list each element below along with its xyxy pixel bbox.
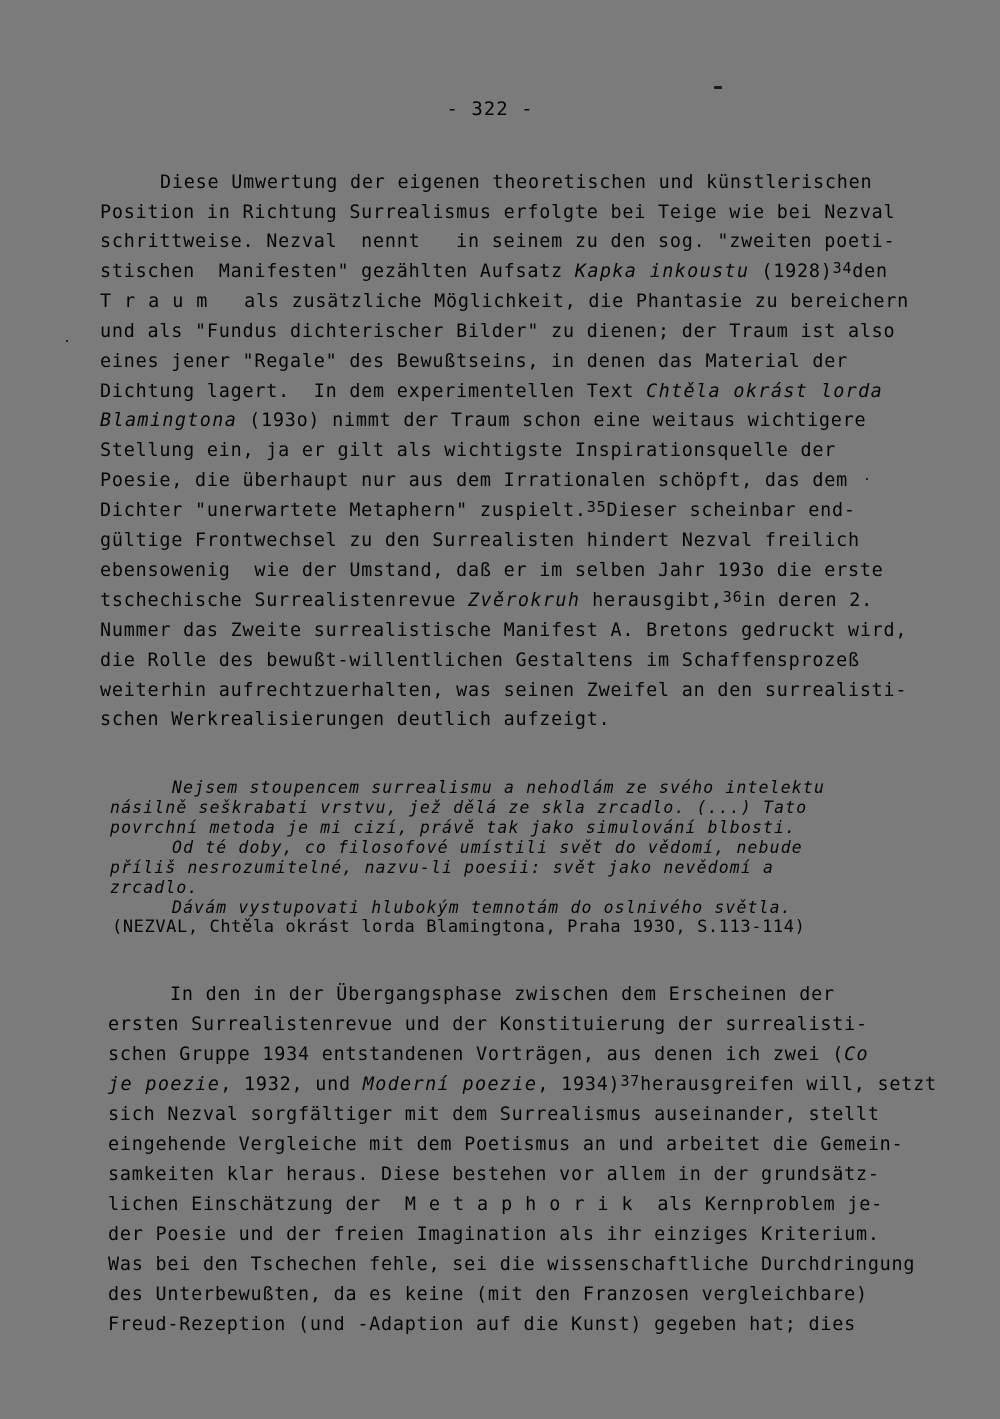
text-line: weiterhin aufrechtzuerhalten, was seinen Zweifel an den surrealisti- xyxy=(100,680,908,701)
text-line: samkeiten klar heraus. Diese bestehen vor allem in der grundsätz- xyxy=(108,1164,880,1185)
emphasized-word: Metaphorik xyxy=(404,1194,646,1215)
scan-speck xyxy=(66,340,68,342)
footnote-ref[interactable]: 34 xyxy=(832,259,853,277)
quote-line: Nejsem stoupencem surrealismu a nehodlám ze svého intelektu xyxy=(172,778,826,797)
text-line xyxy=(100,498,856,524)
text-span: Dichter "unerwartete Metaphern" zuspielt. xyxy=(100,500,587,521)
text-span: (193o) nimmt der Traum schon eine weitaus wichtigere xyxy=(237,410,867,431)
text-line: gültige Frontwechsel zu den Surrealisten hindert Nezval freilich xyxy=(100,530,860,551)
text-line xyxy=(100,588,873,614)
text-line: schen Werkrealisierungen deutlich aufzeigt. xyxy=(100,709,611,730)
text-line xyxy=(100,289,909,315)
work-title: je poezie xyxy=(108,1074,221,1095)
text-line: des Unterbewußten, da es keine (mit den Franzosen vergleichbare) xyxy=(108,1284,868,1305)
text-line: eines jener "Regale" des Bewußtseins, in denen das Material der xyxy=(100,351,848,372)
quote-line: Dávám vystupovati hlubokým temnotám do oslnivého světla. xyxy=(172,898,792,917)
text-line: In den in der Übergangsphase zwischen dem Erscheinen der xyxy=(170,984,835,1005)
footnote-ref[interactable]: 35 xyxy=(586,498,607,516)
text-span: den xyxy=(852,261,888,282)
text-line: Poesie, die überhaupt nur aus dem Irrationalen schöpft, das dem xyxy=(100,470,848,491)
text-line: sich Nezval sorgfältiger mit dem Surrealismus auseinander, stellt xyxy=(108,1104,880,1125)
text-span: in deren 2. xyxy=(742,590,874,611)
text-line: die Rolle des bewußt-willentlichen Gestaltens im Schaffensprozeß xyxy=(100,650,860,671)
work-title: Chtěla okrást lorda xyxy=(646,381,884,402)
text-line: eingehende Vergleiche mit dem Poetismus an und arbeitet die Gemein- xyxy=(108,1134,904,1155)
text-span: schen Gruppe 1934 entstandenen Vorträgen, aus denen ich zwei ( xyxy=(108,1044,845,1065)
quote-line: zrcadlo. xyxy=(110,878,199,897)
quote-line: příliš nesrozumitelné, nazvu-li poesii: svět jako nevědomí a xyxy=(110,858,775,877)
text-line: Nummer das Zweite surrealistische Manifest A. Bretons gedruckt wird, xyxy=(100,620,908,641)
text-line xyxy=(100,259,888,285)
text-line xyxy=(108,1192,883,1218)
text-span: tschechische Surrealistenrevue xyxy=(100,590,469,611)
text-span: herausgibt, xyxy=(580,590,723,611)
text-span: stischen Manifesten" gezählten Aufsatz xyxy=(100,261,575,282)
text-span: , 1934) xyxy=(537,1074,621,1095)
text-line: und als "Fundus dichterischer Bilder" zu dienen; der Traum ist also xyxy=(100,321,896,342)
work-title: Kapka inkoustu xyxy=(574,261,750,282)
text-line: der Poesie und der freien Imagination als ihr einziges Kriterium. xyxy=(108,1224,880,1245)
work-title: Moderní poezie xyxy=(362,1074,538,1095)
scan-mark xyxy=(714,86,722,89)
text-line: Freud-Rezeption (und -Adaption auf die Kunst) gegeben hat; dies xyxy=(108,1314,856,1335)
text-span: als Kernproblem je- xyxy=(645,1194,883,1215)
text-line: schrittweise. Nezval nennt in seinem zu den sog. "zweiten poeti- xyxy=(100,231,896,252)
text-line: ersten Surrealistenrevue und der Konstituierung der surrealisti- xyxy=(108,1014,868,1035)
text-line xyxy=(100,408,866,434)
work-title: Co xyxy=(844,1044,870,1065)
quote-line: povrchní metoda je mi cizí, právě tak jako simulování blbosti. xyxy=(110,818,797,837)
text-span: (1928) xyxy=(749,261,833,282)
text-line xyxy=(108,1042,869,1068)
work-title: Blamingtona xyxy=(100,410,238,431)
text-span: lichen Einschätzung der xyxy=(108,1194,405,1215)
text-span: herausgreifen will, setzt xyxy=(640,1074,937,1095)
text-line: Stellung ein, ja er gilt als wichtigste Inspirationsquelle der xyxy=(100,440,837,461)
text-line: Diese Umwertung der eigenen theoretischen und künstlerischen xyxy=(160,172,873,193)
text-line: ebensowenig wie der Umstand, daß er im selben Jahr 193o die erste xyxy=(100,560,884,581)
text-line xyxy=(100,379,883,405)
text-span: , 1932, und xyxy=(220,1074,363,1095)
emphasized-word: Traum xyxy=(100,291,221,312)
quote-line: Od té doby, co filosofové umístili svět do vědomí, nebude xyxy=(172,838,803,857)
text-span: Dichtung lagert. In dem experimentellen Text xyxy=(100,381,647,402)
scan-speck xyxy=(866,478,868,480)
text-span: Dieser scheinbar end- xyxy=(606,500,856,521)
text-line: Was bei den Tschechen fehle, sei die wissenschaftliche Durchdringung xyxy=(108,1254,916,1275)
text-line xyxy=(108,1072,937,1098)
footnote-ref[interactable]: 36 xyxy=(722,588,743,606)
quote-line: násilně seškrabati vrstvu, jež dělá ze skla zrcadlo. (...) Tato xyxy=(110,798,808,817)
text-line: Position in Richtung Surrealismus erfolgte bei Teige wie bei Nezval xyxy=(100,202,896,223)
footnote-ref[interactable]: 37 xyxy=(620,1072,641,1090)
page-number: - 322 - xyxy=(446,98,534,120)
work-title: Zvěrokruh xyxy=(468,590,581,611)
text-span: als zusätzliche Möglichkeit, die Phantasie zu bereichern xyxy=(220,291,909,312)
quote-source: (NEZVAL, Chtěla okrást lorda Blamingtona, Praha 193O, S.113-114) xyxy=(112,917,806,937)
